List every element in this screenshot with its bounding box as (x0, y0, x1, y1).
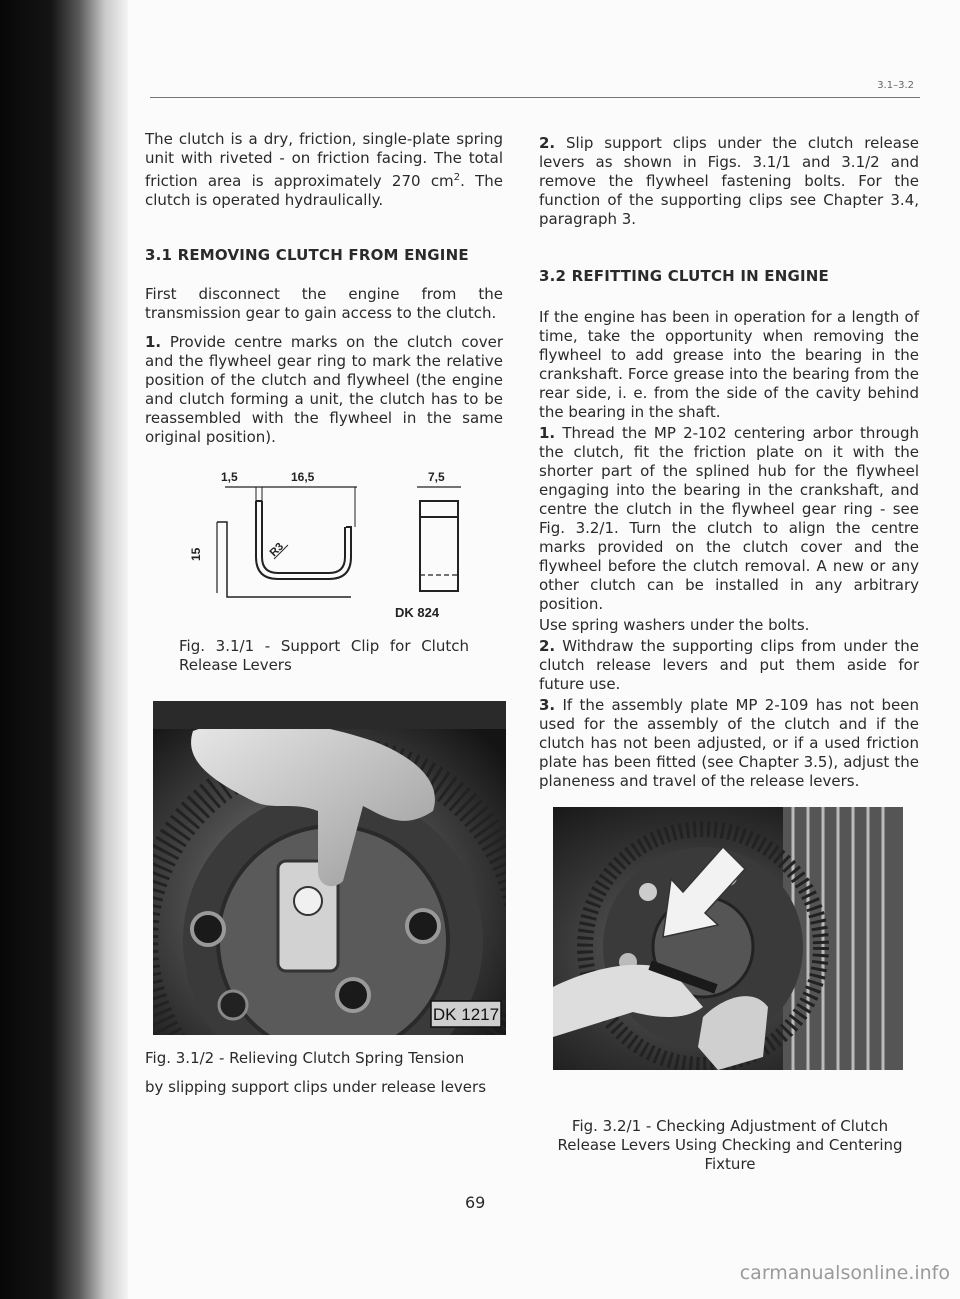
dim-label-a: 1,5 (221, 470, 238, 484)
dim-label-r: R3 (267, 540, 287, 560)
section-3-1-step-1: 1. Provide centre marks on the clutch cover and the flywheel gear ring to mark the relative position of the clutch and flywheel (the engine and clutch forming a unit, the clutch has to be reassembled with the flywheel in the same original position). (145, 333, 503, 446)
figure-3-2-1-caption-line-1: Fig. 3.2/1 - Checking Adjustment of Clutch (571, 1117, 889, 1135)
section-3-1-heading: 3.1 REMOVING CLUTCH FROM ENGINE (145, 246, 469, 264)
support-clip-diagram (145, 457, 503, 627)
section-3-2-step-1: 1. Thread the MP 2-102 centering arbor through the clutch, fit the friction plate on it with the shorter part of the splined hub for the flywheel engaging into the bearing in the crankshaft, and centre the clutch in the flywheel gear ring - see Fig. 3.2/1. Turn the clutch to align the centre marks provided on the clutch cover and the flywheel before the clutch removal. A new or any other clutch can be installed in any arbitrary position. (539, 424, 919, 613)
section-3-2-step-1-note: Use spring washers under the bolts. (539, 616, 810, 634)
header-rule (150, 97, 920, 98)
section-3-1-paragraph: First disconnect the engine from the transmission gear to gain access to the clutch. (145, 285, 503, 322)
step-2-paragraph: 2. Slip support clips under the clutch release levers as shown in Figs. 3.1/1 and 3.1/2 and remove the flywheel fastening bolts. For the function of the supporting clips see Chapter 3.4, paragraph 3. (539, 134, 919, 228)
page-reference: 3.1–3.2 (877, 80, 914, 91)
dim-label-c: 7,5 (428, 470, 445, 484)
figure-3-2-1-caption-line-2: Release Levers Using Checking and Centering (557, 1136, 903, 1154)
intro-paragraph: The clutch is a dry, friction, single-plate spring unit with riveted - on friction facing. The total friction area is approximately 270 $cm^2$. The clutch is operated hydraulically. (145, 130, 504, 209)
book-spine-shadow (0, 0, 128, 1299)
watermark: carmanualsonline.info (739, 1262, 950, 1284)
photo-label: DK 1217 (432, 1005, 500, 1024)
figure-3-1-2-caption-line-2: by slipping support clips under release levers (145, 1078, 487, 1096)
clutch-photo-3-2-1 (553, 807, 903, 1070)
clutch-photo-3-1-2 (153, 701, 506, 1035)
superscript: 2 (453, 172, 461, 183)
dim-label-h: 15 (189, 547, 203, 561)
figure-3-1-1-caption: Fig. 3.1/1 - Support Clip for Clutch Release Levers (179, 637, 469, 674)
section-3-2-intro: If the engine has been in operation for a length of time, take the opportunity when removing the flywheel to add grease into the bearing in the crankshaft. Force grease into the bearing from the rear side, i. e. from the side of the cavity behind the bearing in the shaft. (539, 308, 919, 421)
figure-3-1-2-caption-line-1: Fig. 3.1/2 - Relieving Clutch Spring Tension (145, 1049, 465, 1067)
right-column (539, 134, 919, 801)
page-number: 69 (465, 1193, 486, 1212)
dim-label-b: 16,5 (291, 470, 315, 484)
section-3-2-step-2: 2. Withdraw the supporting clips from under the clutch release levers and put them aside for future use. (539, 637, 919, 693)
section-3-2-step-3: 3. If the assembly plate MP 2-109 has not been used for the assembly of the clutch and if the clutch has not been adjusted, or if a used friction plate has been fitted (see Chapter 3.5), adjust the planeness and travel of the release levers. (539, 696, 919, 790)
section-3-2-heading: 3.2 REFITTING CLUTCH IN ENGINE (539, 267, 829, 285)
left-column (145, 130, 503, 1107)
diagram-code: DK 824 (395, 605, 440, 620)
figure-3-2-1-caption-line-3: Fixture (704, 1155, 756, 1173)
